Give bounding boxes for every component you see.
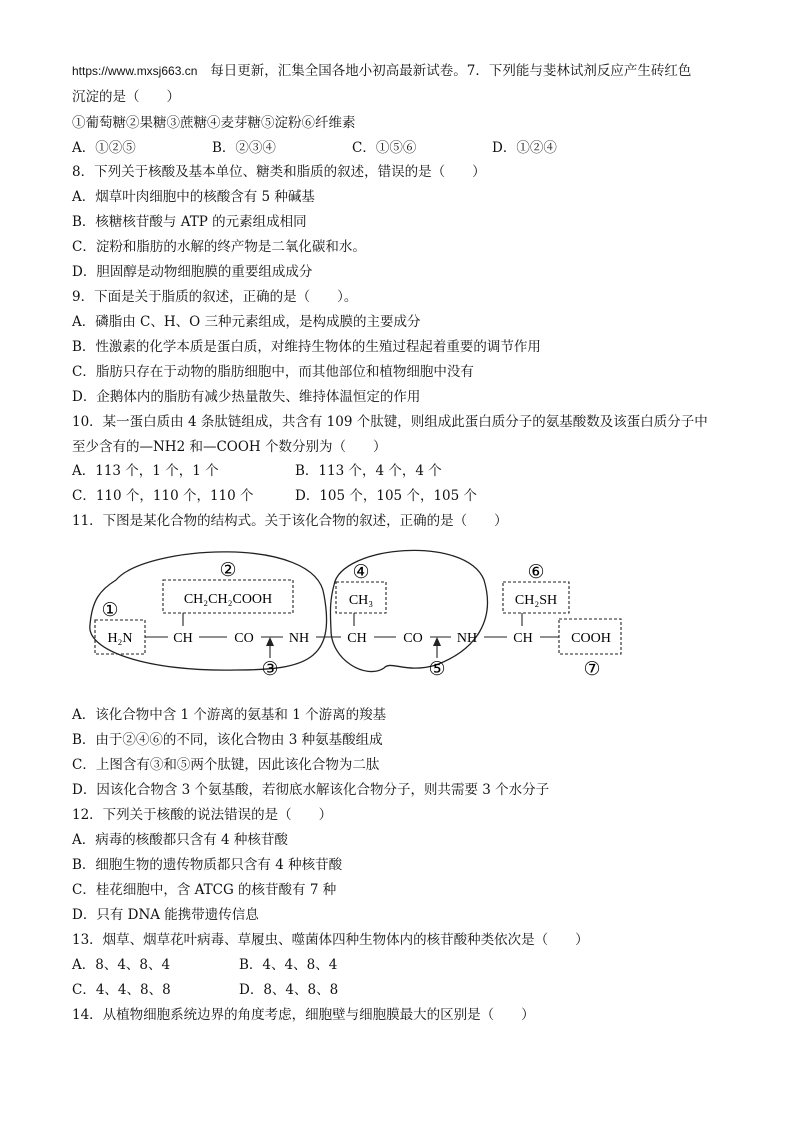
- q12-stem: 12．下列关于核酸的说法错误的是（ ）: [72, 807, 333, 823]
- q7-option-d[interactable]: D．①②④: [492, 140, 557, 156]
- q12-option-b[interactable]: B．细胞生物的遗传物质都只含有 4 种核苷酸: [72, 857, 343, 873]
- label-5: ⑤: [428, 659, 446, 680]
- q8-stem: 8．下列关于核酸及基本单位、糖类和脂质的叙述，错误的是（ ）: [72, 164, 486, 180]
- carboxyl-group-text: COOH: [571, 631, 611, 646]
- backbone-ch-3: CH: [513, 631, 533, 646]
- q13-option-b[interactable]: B．4、4、8、4: [239, 957, 338, 973]
- q13-option-c[interactable]: C．4、4、8、8: [72, 982, 171, 998]
- backbone-ch-2: CH: [347, 631, 367, 646]
- q11-option-b[interactable]: B．由于②④⑥的不同，该化合物由 3 种氨基酸组成: [72, 732, 383, 748]
- header-line: [72, 62, 691, 80]
- arrow-5-head: [433, 637, 441, 646]
- q8-option-c[interactable]: C．淀粉和脂肪的水解的终产物是二氧化碳和水。: [72, 239, 366, 255]
- q12-option-d[interactable]: D．只有 DNA 能携带遗传信息: [72, 907, 259, 923]
- label-2: ②: [219, 560, 237, 581]
- q7-option-a[interactable]: A．①②⑤: [72, 140, 136, 156]
- q14-stem: 14．从植物细胞系统边界的角度考虑，细胞壁与细胞膜最大的区别是（ ）: [72, 1007, 535, 1023]
- q10-option-c[interactable]: C．110 个，110 个，110 个: [72, 488, 254, 504]
- q13-stem: 13．烟草、烟草花叶病毒、草履虫、噬菌体四种生物体内的核苷酸种类依次是（ ）: [72, 932, 589, 948]
- q12-option-c[interactable]: C．桂花细胞中，含 ATCG 的核苷酸有 7 种: [72, 882, 337, 898]
- backbone-nh-1: NH: [288, 631, 310, 646]
- q7-stem-cont: 沉淀的是（ ）: [72, 89, 180, 105]
- q11-option-d[interactable]: D．因该化合物含 3 个氨基酸，若彻底水解该化合物分子，则共需要 3 个水分子: [72, 782, 550, 798]
- backbone-ch-1: CH: [173, 631, 193, 646]
- q10-option-d[interactable]: D．105 个，105 个，105 个: [295, 488, 477, 504]
- amino-group-text: H₂N: [107, 631, 133, 646]
- label-6: ⑥: [527, 562, 545, 583]
- q8-option-d[interactable]: D．胆固醇是动物细胞膜的重要组成成分: [72, 264, 313, 280]
- q7-option-b[interactable]: B．②③④: [212, 140, 276, 156]
- header-slogan: 每日更新，汇集全国各地小初高最新试卷。: [210, 63, 467, 79]
- q9-option-d[interactable]: D．企鹅体内的脂肪有减少热量散失、维持体温恒定的作用: [72, 389, 421, 405]
- q11-option-c[interactable]: C．上图含有③和⑤两个肽键，因此该化合物为二肽: [72, 757, 380, 773]
- q8-option-b[interactable]: B．核糖核苷酸与 ATP 的元素组成相同: [72, 214, 307, 230]
- q13-option-a[interactable]: A．8、4、8、4: [72, 957, 171, 973]
- peptide-structure-figure: [86, 540, 646, 690]
- backbone-nh-2: NH: [456, 631, 478, 646]
- label-7: ⑦: [583, 659, 601, 680]
- label-3: ③: [261, 659, 279, 680]
- backbone-co-1: CO: [234, 631, 254, 646]
- backbone-co-2: CO: [403, 631, 423, 646]
- q7-option-c[interactable]: C．①⑤⑥: [352, 140, 417, 156]
- q9-option-a[interactable]: A．磷脂由 C、H、O 三种元素组成，是构成膜的主要成分: [72, 314, 421, 330]
- source-url[interactable]: https://www.mxsj663.cn: [72, 64, 198, 78]
- q9-stem: 9．下面是关于脂质的叙述，正确的是（ ）。: [72, 289, 358, 305]
- label-1: ①: [101, 600, 119, 621]
- q10-option-a[interactable]: A．113 个，1 个，1 个: [72, 463, 219, 479]
- q13-option-d[interactable]: D．8、4、8、8: [239, 982, 339, 998]
- r-group-6-text: CH₂SH: [514, 593, 558, 608]
- q7-stem: 7．下列能与斐林试剂反应产生砖红色: [466, 63, 692, 79]
- label-4: ④: [352, 562, 370, 583]
- q10-stem-cont: 至少含有的—NH2 和—COOH 个数分别为（ ）: [72, 439, 387, 455]
- q10-stem: 10．某一蛋白质由 4 条肽链组成，共含有 109 个肽键，则组成此蛋白质分子的氨基酸数及该蛋白质分子中: [72, 414, 708, 430]
- q9-option-c[interactable]: C．脂肪只存在于动物的脂肪细胞中，而其他部位和植物细胞中没有: [72, 364, 474, 380]
- q10-option-b[interactable]: B．113 个，4 个，4 个: [295, 463, 442, 479]
- q7-list: ①葡萄糖②果糖③蔗糖④麦芽糖⑤淀粉⑥纤维素: [72, 115, 356, 131]
- q11-option-a[interactable]: A．该化合物中含 1 个游离的氨基和 1 个游离的羧基: [72, 707, 387, 723]
- r-group-4-text: CH₃: [348, 593, 374, 608]
- q11-stem: 11．下图是某化合物的结构式。关于该化合物的叙述，正确的是（ ）: [72, 513, 508, 529]
- arrow-3-head: [266, 637, 274, 646]
- q8-option-a[interactable]: A．烟草叶肉细胞中的核酸含有 5 种碱基: [72, 189, 315, 205]
- r-group-2-text: CH₂CH₂COOH: [183, 592, 273, 607]
- grouping-loop-left: [90, 552, 327, 670]
- q9-option-b[interactable]: B．性激素的化学本质是蛋白质，对维持生物体的生殖过程起着重要的调节作用: [72, 339, 541, 355]
- q12-option-a[interactable]: A．病毒的核酸都只含有 4 种核苷酸: [72, 832, 288, 848]
